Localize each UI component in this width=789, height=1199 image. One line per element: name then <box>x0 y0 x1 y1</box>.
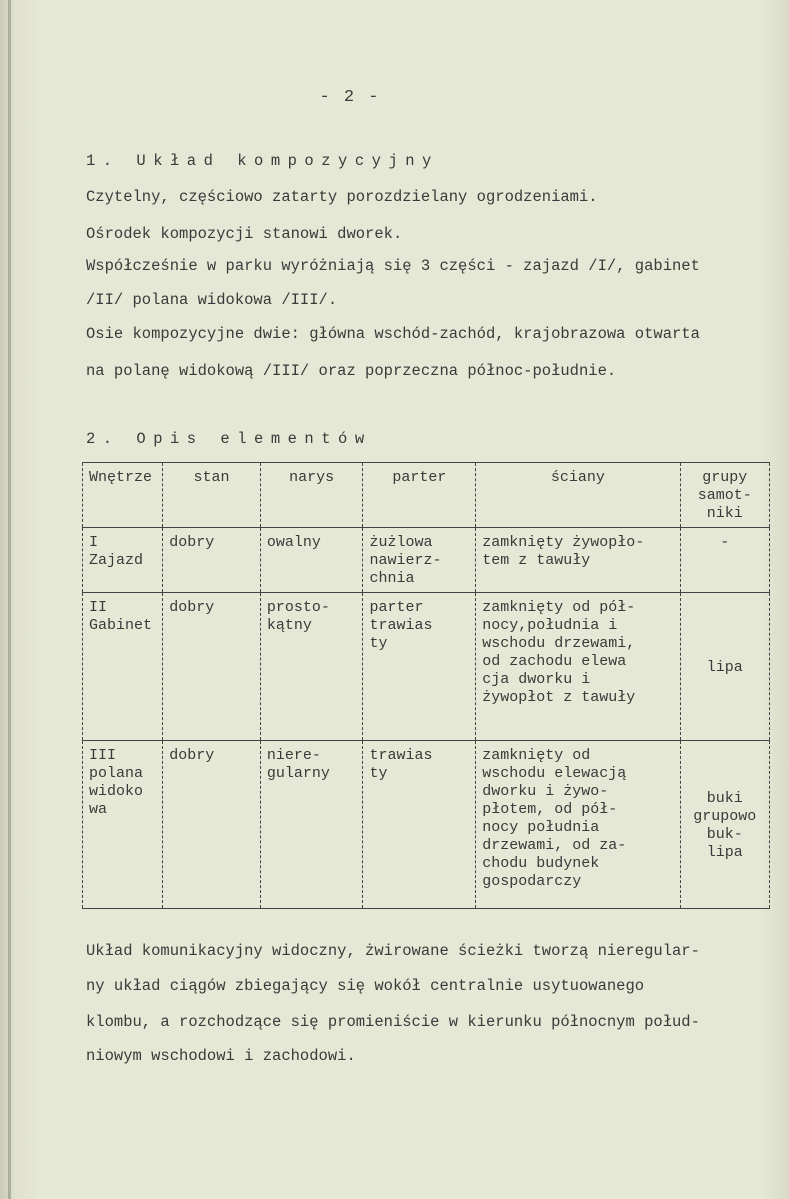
section3-line: klombu, a rozchodzące się promieniście w kierunku północnym połud- <box>86 1013 700 1031</box>
header-cell: narys <box>260 463 363 528</box>
section3-line: ny układ ciągów zbiegający się wokół centralnie usytuowanego <box>86 977 645 995</box>
section3-line: niowym wschodowi i zachodowi. <box>86 1047 356 1065</box>
section3-line: Układ komunikacyjny widoczny, żwirowane ścieżki tworzą nieregular- <box>86 942 700 960</box>
table-header-row <box>83 463 770 528</box>
table-row <box>83 593 770 741</box>
section1-line: na polanę widokową /III/ oraz poprzeczna północ-południe. <box>86 362 617 380</box>
table-row <box>83 528 770 593</box>
section1-line: Ośrodek kompozycji stanowi dworek. <box>86 225 403 243</box>
section1-line: /II/ polana widokowa /III/. <box>86 291 338 309</box>
table-cell: zamknięty od pół- nocy,południa i wschodu drzewami, od zachodu elewa cja dworku i żywopłot z tawuły <box>476 593 680 741</box>
table-cell: zamknięty żywopło- tem z tawuły <box>476 528 680 593</box>
table-cell: zamknięty od wschodu elewacją dworku i żywo- płotem, od pół- nocy południa drzewami, od za- chodu budynek gospodarczy <box>476 741 680 909</box>
page-number: - 2 - <box>319 88 381 107</box>
table-cell: I Zajazd <box>83 528 163 593</box>
table-cell: dobry <box>163 593 261 741</box>
table-cell: lipa <box>680 593 769 741</box>
table-cell: dobry <box>163 741 261 909</box>
table-cell: - <box>680 528 769 593</box>
table-cell: żużlowa nawierz- chnia <box>363 528 476 593</box>
section1-heading: 1. Układ kompozycyjny <box>86 152 439 170</box>
section1-line: Czytelny, częściowo zatarty porozdzielany ogrodzeniami. <box>86 188 598 206</box>
table-cell: III polana widoko wa <box>83 741 163 909</box>
elements-table <box>82 462 770 909</box>
header-cell: stan <box>163 463 261 528</box>
section1-line: Osie kompozycyjne dwie: główna wschód-zachód, krajobrazowa otwarta <box>86 325 700 343</box>
table-cell: owalny <box>260 528 363 593</box>
header-cell: Wnętrze <box>83 463 163 528</box>
table-cell: niere- gularny <box>260 741 363 909</box>
table-cell: buki grupowo buk- lipa <box>680 741 769 909</box>
table-cell: dobry <box>163 528 261 593</box>
table-cell: parter trawias ty <box>363 593 476 741</box>
binding-edge <box>8 0 11 1199</box>
table-cell: trawias ty <box>363 741 476 909</box>
table-row <box>83 741 770 909</box>
table-cell: II Gabinet <box>83 593 163 741</box>
table-cell: prosto- kątny <box>260 593 363 741</box>
header-cell: parter <box>363 463 476 528</box>
header-cell: ściany <box>476 463 680 528</box>
section2-heading: 2. Opis elementów <box>86 430 372 448</box>
header-cell: grupy samot- niki <box>680 463 769 528</box>
section1-line: Współcześnie w parku wyróżniają się 3 części - zajazd /I/, gabinet <box>86 257 700 275</box>
